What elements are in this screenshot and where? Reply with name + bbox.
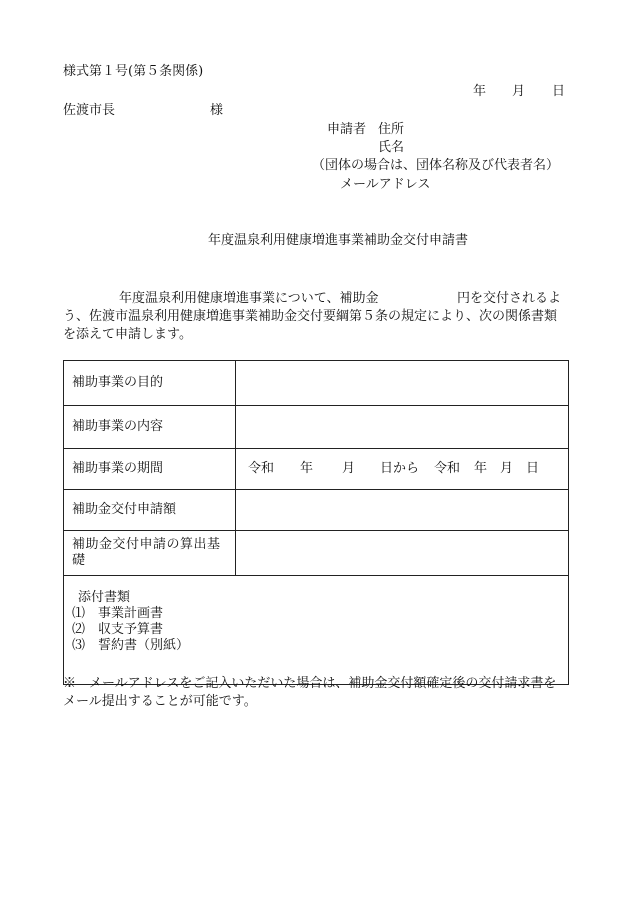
purpose-label: 補助事業の目的 (64, 361, 236, 406)
attachment-item (72, 606, 560, 622)
note-line2: メール提出することが可能です。 (63, 694, 257, 709)
applicant-label: 申請者 (327, 122, 367, 137)
attachment-number: ⑵ (72, 622, 86, 637)
document-title: 年度温泉利用健康増進事業補助金交付申請書 (208, 233, 469, 248)
date-year-label: 年 (473, 84, 487, 99)
table-row (64, 531, 569, 576)
note-line1: ※ メールアドレスをご記入いただいた場合は、補助金交付額確定後の交付請求書を (63, 676, 557, 691)
addressee-honorific: 様 (210, 103, 224, 118)
attachment-label: 収支予算書 (98, 622, 164, 637)
table-row (64, 361, 569, 406)
attachment-label: 誓約書（別紙） (98, 638, 190, 653)
period-day-from: 日から (380, 461, 420, 476)
body-line1-b: 円を交付されるよ (457, 291, 562, 306)
application-table (63, 360, 569, 685)
period-label: 補助事業の期間 (64, 449, 236, 490)
attachment-item (72, 638, 560, 654)
period-year-start: 年 (300, 461, 314, 476)
applicant-name-label: 氏名 (378, 140, 405, 155)
content-label: 補助事業の内容 (64, 406, 236, 449)
basis-field[interactable] (236, 531, 569, 576)
addressee-name: 佐渡市長 (63, 103, 116, 118)
form-number: 様式第１号(第５条関係) (63, 64, 204, 79)
attachments-title: 添付書類 (78, 590, 131, 605)
body-line3: を添えて申請します。 (63, 327, 192, 342)
period-era-end: 令和 (434, 461, 461, 476)
content-field[interactable] (236, 406, 569, 449)
table-row (64, 449, 569, 490)
table-row (64, 576, 569, 685)
attachment-label: 事業計画書 (98, 606, 164, 621)
attachments-cell (64, 576, 569, 685)
amount-field[interactable] (236, 490, 569, 531)
applicant-address-label: 住所 (378, 122, 405, 137)
date-month-label: 月 (512, 84, 526, 99)
period-day-end: 日 (526, 461, 540, 476)
amount-label: 補助金交付申請額 (64, 490, 236, 531)
attachment-item (72, 622, 560, 638)
body-line1-a: 年度温泉利用健康増進事業について、補助金 (119, 291, 379, 306)
period-field[interactable] (236, 449, 569, 490)
body-line2: う、佐渡市温泉利用健康増進事業補助金交付要綱第５条の規定により、次の関係書類 (63, 309, 558, 324)
date-day-label: 日 (552, 84, 566, 99)
attachment-number: ⑶ (72, 638, 86, 653)
applicant-org-note: （団体の場合は、団体名称及び代表者名） (312, 158, 560, 173)
period-era-start: 令和 (248, 461, 275, 476)
attachment-number: ⑴ (72, 606, 86, 621)
period-month-end: 月 (500, 461, 514, 476)
applicant-email-label: メールアドレス (340, 177, 431, 192)
basis-label: 補助金交付申請の算出基礎 (64, 531, 236, 576)
period-month-start: 月 (342, 461, 356, 476)
period-values (244, 461, 560, 477)
table-row (64, 406, 569, 449)
table-row (64, 490, 569, 531)
purpose-field[interactable] (236, 361, 569, 406)
period-year-end: 年 (474, 461, 488, 476)
